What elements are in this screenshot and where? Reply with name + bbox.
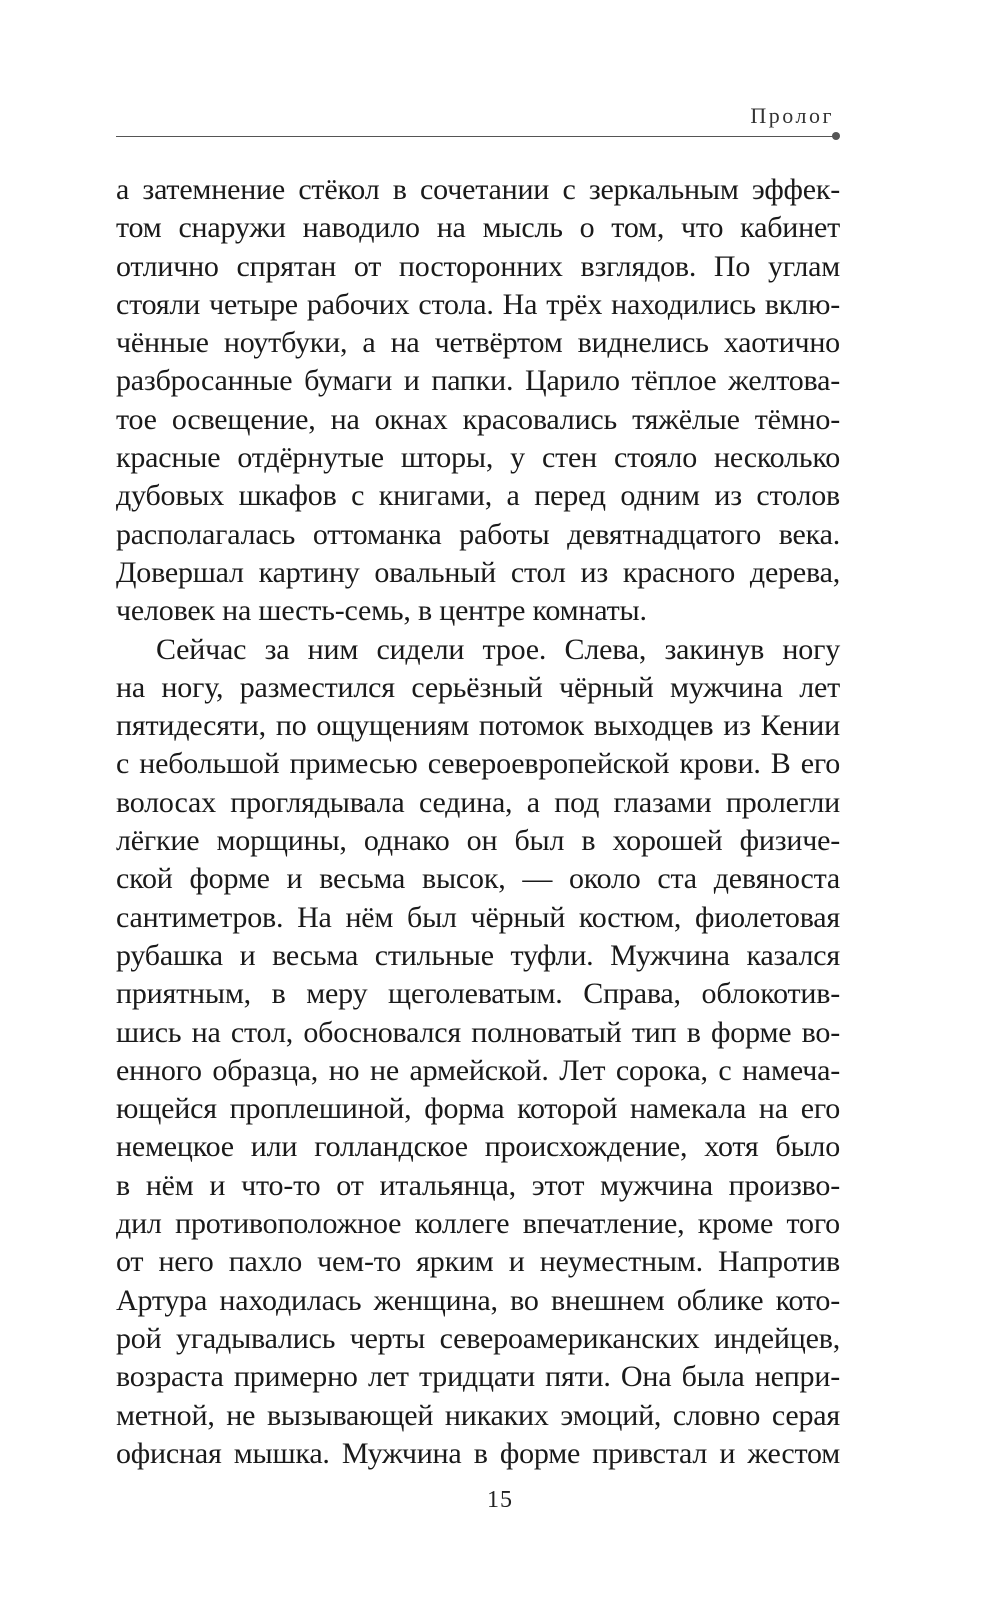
text-line: волосах проглядывала седина, а под глазами пролегли: [116, 785, 840, 819]
text-line: шись на стол, обосновался полноватый тип в форме во-: [116, 1015, 840, 1049]
text-line: немецкое или голландское происхождение, хотя было: [116, 1130, 840, 1164]
text-line: рубашка и весьма стильные туфли. Мужчина казался: [116, 938, 840, 972]
text-line: ской форме и весьма высок, — около ста девяноста: [116, 862, 840, 896]
header-rule: [116, 136, 835, 137]
text-line: рой угадывались черты североамериканских индейцев,: [116, 1321, 840, 1355]
running-head: Пролог: [750, 103, 834, 128]
text-line: располагалась оттоманка работы девятнадцатого века.: [116, 517, 840, 551]
text-line: Довершал картину овальный стол из красного дерева,: [116, 555, 840, 589]
text-line: том снаружи наводило на мысль о том, что кабинет: [116, 211, 840, 245]
text-line: сантиметров. На нём был чёрный костюм, фиолетовая: [116, 900, 840, 934]
page-number: 15: [487, 1487, 513, 1513]
text-line: енного образца, но не армейской. Лет сорока, с намеча-: [116, 1053, 840, 1087]
text-line: Артура находилась женщина, во внешнем облике кото-: [116, 1283, 840, 1317]
text-line: на ногу, разместился серьёзный чёрный мужчина лет: [116, 670, 840, 704]
text-line: стояли четыре рабочих стола. На трёх находились вклю-: [116, 287, 840, 321]
paragraph-end-line: человек на шесть-семь, в центре комнаты.: [116, 594, 647, 628]
text-line: с небольшой примесью североевропейской крови. В его: [116, 747, 840, 781]
text-line: ющейся проплешиной, форма которой намекала на его: [116, 1092, 840, 1126]
text-line: офисная мышка. Мужчина в форме привстал и жестом: [116, 1436, 840, 1470]
text-line: дил противоположное коллеге впечатление, кроме того: [116, 1207, 840, 1241]
text-line: в нём и что-то от итальянца, этот мужчина произво-: [116, 1168, 840, 1202]
text-line: чённые ноутбуки, а на четвёртом виднелись хаотично: [116, 326, 840, 360]
text-line: лёгкие морщины, однако он был в хорошей физиче-: [116, 824, 840, 858]
text-line: разбросанные бумаги и папки. Царило тёплое желтова-: [116, 364, 840, 398]
text-line: дубовых шкафов с книгами, а перед одним из столов: [116, 479, 840, 513]
text-line: красные отдёрнутые шторы, у стен стояло несколько: [116, 441, 840, 475]
text-line: метной, не вызывающей никаких эмоций, словно серая: [116, 1398, 840, 1432]
text-line: пятидесяти, по ощущениям потомок выходцев из Кении: [116, 709, 840, 743]
body-text: [116, 171, 840, 1473]
text-line: тое освещение, на окнах красовались тяжёлые тёмно-: [116, 402, 840, 436]
paragraph-start-line: Сейчас за ним сидели трое. Слева, закинув ногу: [156, 632, 840, 666]
text-line: отлично спрятан от посторонних взглядов. По углам: [116, 249, 840, 283]
header-rule-dot: [832, 132, 840, 140]
text-line: приятным, в меру щеголеватым. Справа, облокотив-: [116, 977, 840, 1011]
text-line: от него пахло чем-то ярким и неуместным. Напротив: [116, 1245, 840, 1279]
text-line: возраста примерно лет тридцати пяти. Она была непри-: [116, 1360, 840, 1394]
text-line: а затемнение стёкол в сочетании с зеркальным эффек-: [116, 173, 840, 206]
